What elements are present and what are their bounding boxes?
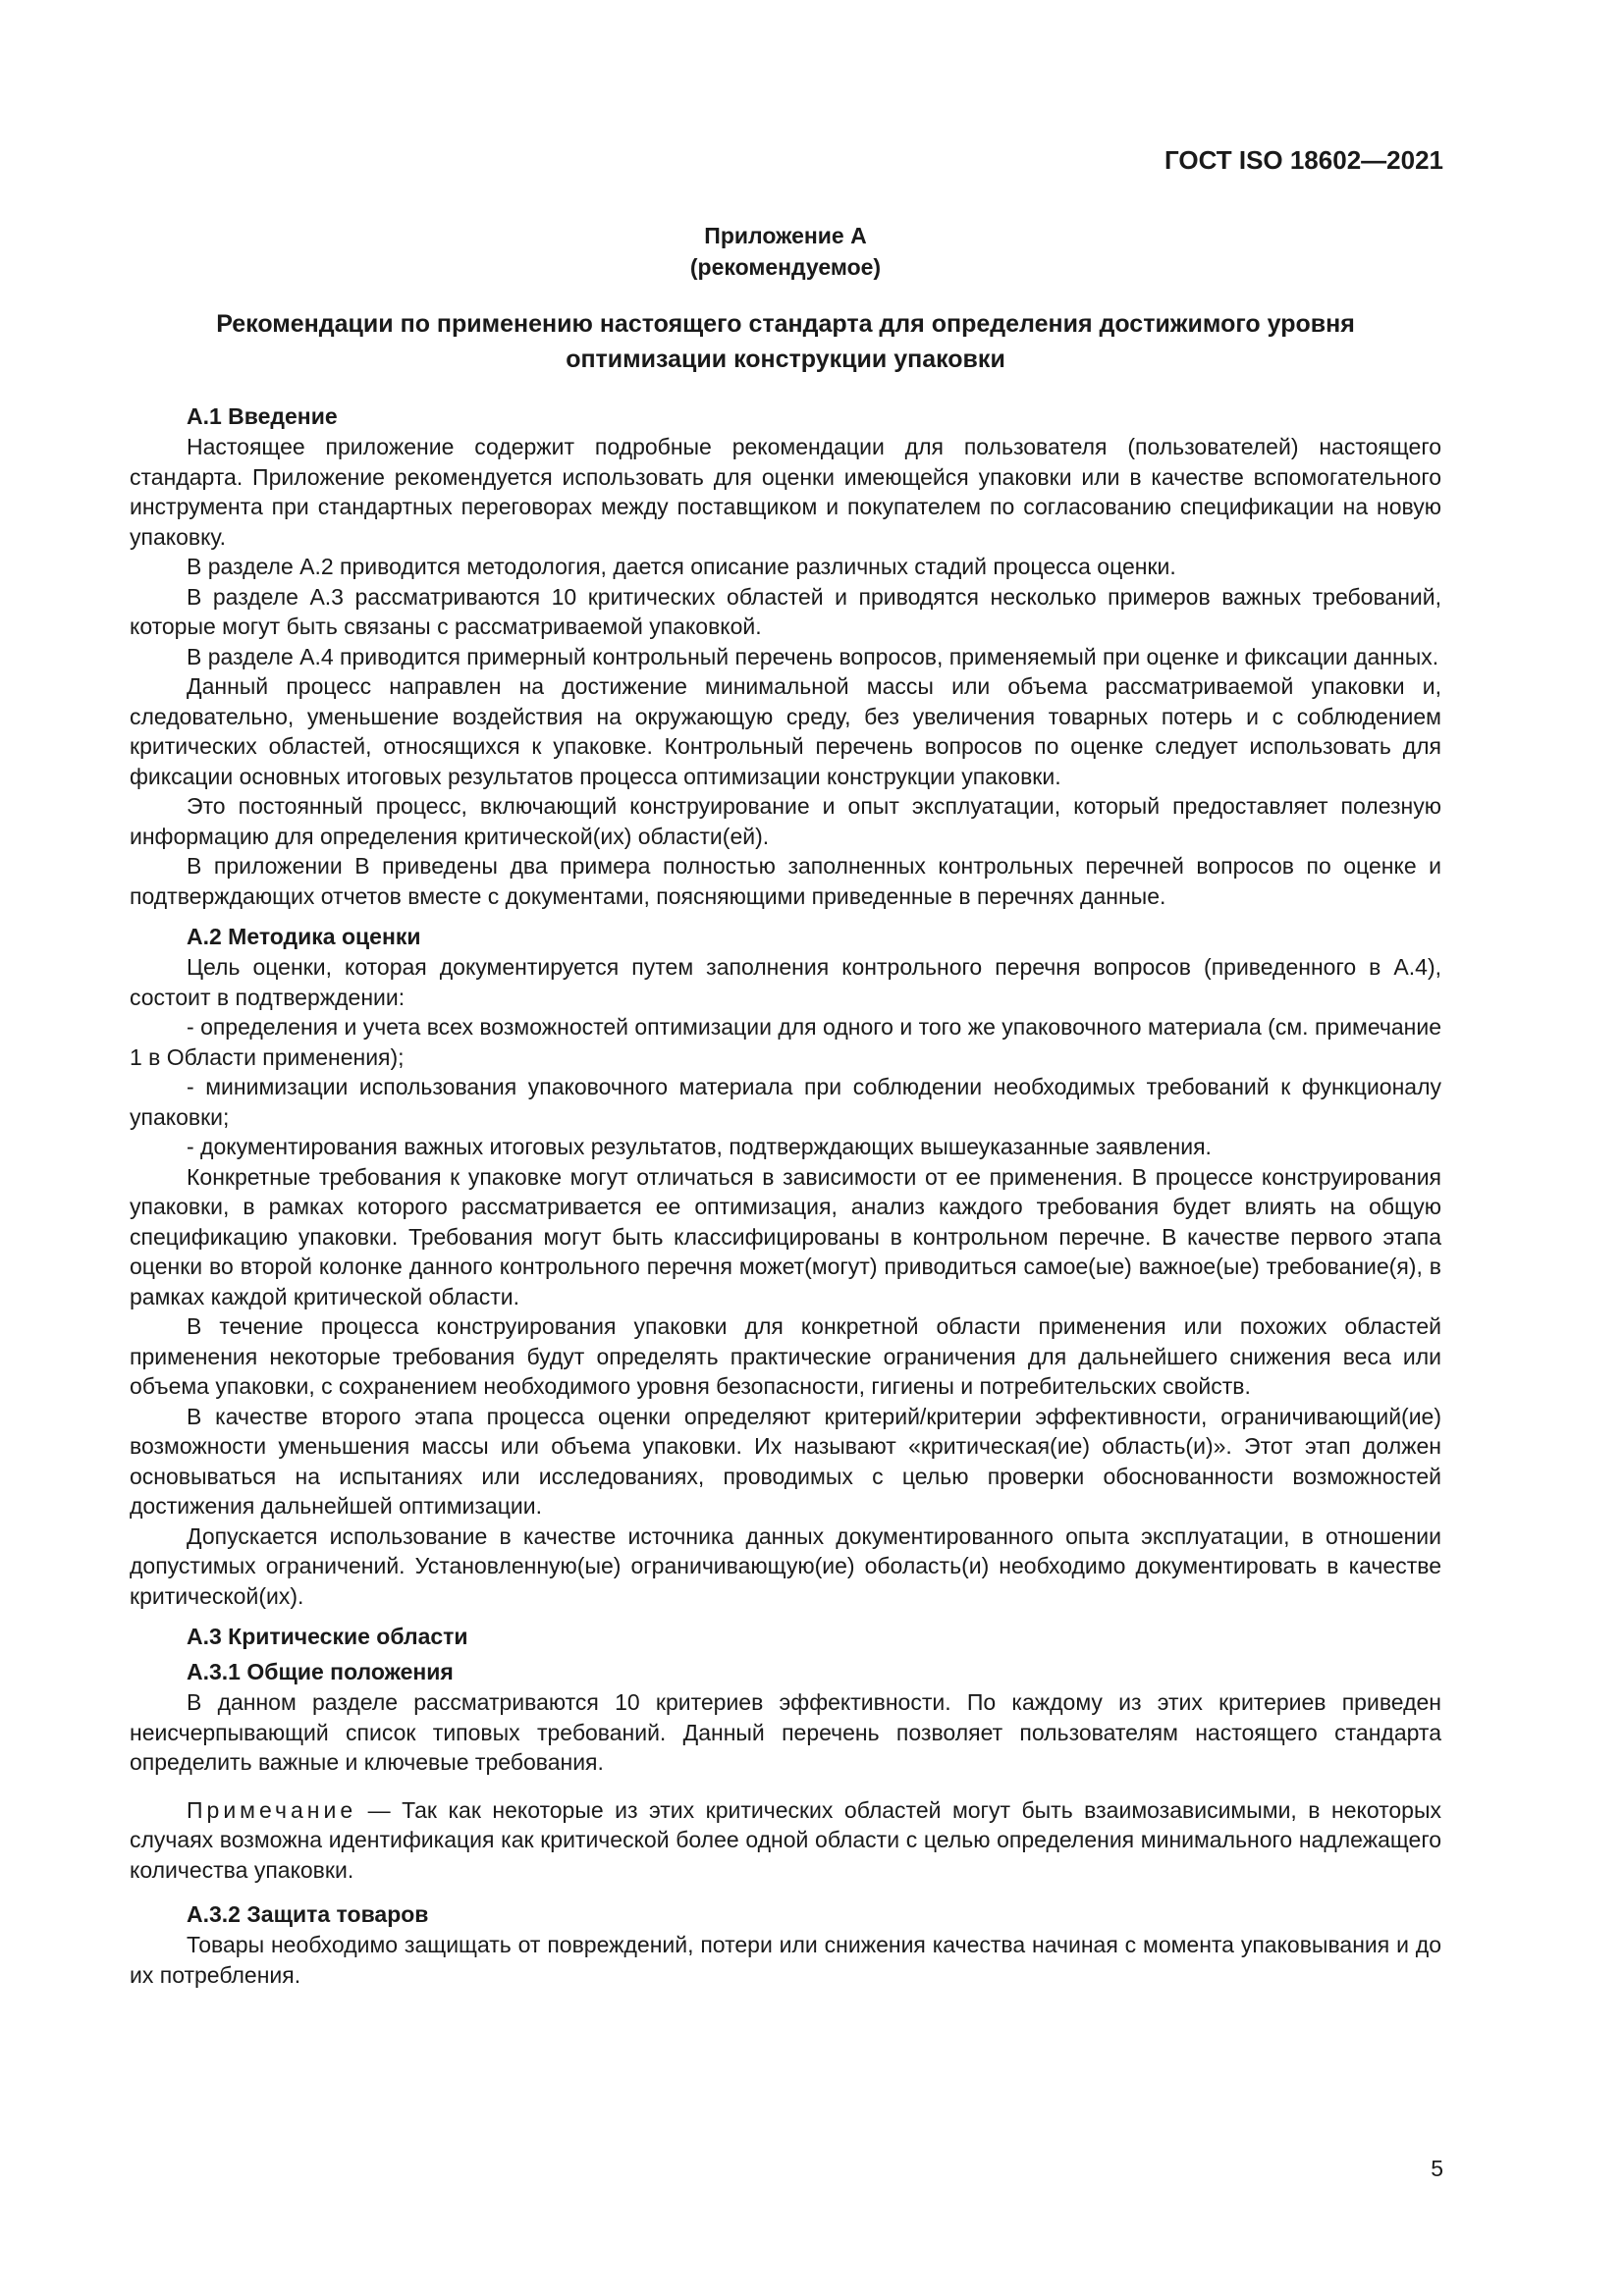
- annex-title-line-1: Рекомендации по применению настоящего стандарта для определения достижимого уровня: [216, 310, 1355, 338]
- section-a2-heading: А.2 Методика оценки: [187, 924, 421, 949]
- paragraph: В течение процесса конструирования упаковки для конкретной области применения или похожих областей применения некоторые требования будут определять практические ограничения для дальнейшего снижения веса или объема упаковки, с сохранением необходимого уровня безопасности, гигиены и потребительских свойств.: [130, 1313, 1441, 1399]
- paragraph: В качестве второго этапа процесса оценки определяют критерий/критерии эффективности, ограничивающий(ие) возможности уменьшения массы или объема упаковки. Их называют «критическая(ие) область(и)». Этот этап должен основываться на испытаниях или исследованиях, проводимых с целью проверки обоснованности возможностей достижения дальнейшей оптимизации.: [130, 1403, 1441, 1519]
- paragraph: В разделе А.4 приводится примерный контрольный перечень вопросов, применяемый при оценке и фиксации данных.: [187, 643, 1439, 669]
- page-number: 5: [1431, 2156, 1443, 2181]
- paragraph: Конкретные требования к упаковке могут отличаться в зависимости от ее применения. В процессе конструирования упаковки, в рамках которого рассматривается ее оптимизация, анализ каждого требования будет влиять на общую спецификацию упаковки. Требования могут быть классифицированы в контрольном перечне. В качестве первого этапа оценки во второй колонке данного контрольного перечня может(могут) приводиться самое(ые) важное(ые) требование(я), в рамках каждой критической области.: [130, 1163, 1441, 1309]
- section-a1-heading: А.1 Введение: [187, 403, 338, 429]
- annex-label: Приложение А: [704, 223, 867, 248]
- paragraph: Цель оценки, которая документируется путем заполнения контрольного перечня вопросов (приведенного в А.4), состоит в подтверждении:: [130, 954, 1441, 1010]
- list-item: - минимизации использования упаковочного материала при соблюдении необходимых требований к функционалу упаковки;: [130, 1074, 1441, 1130]
- paragraph: Товары необходимо защищать от повреждений, потери или снижения качества начиная с момента упаковывания и до их потребления.: [130, 1932, 1441, 1988]
- paragraph: Настоящее приложение содержит подробные рекомендации для пользователя (пользователей) настоящего стандарта. Приложение рекомендуется использовать для оценки имеющейся упаковки или в качестве вспомогательного инструмента при стандартных переговорах между поставщиком и покупателем по согласованию спецификации на новую упаковку.: [130, 434, 1441, 550]
- paragraph: В разделе А.2 приводится методология, дается описание различных стадий процесса оценки.: [187, 554, 1176, 579]
- note-label: Примечание: [187, 1796, 357, 1823]
- paragraph: В данном разделе рассматриваются 10 критериев эффективности. По каждому из этих критериев приведен неисчерпывающий список типовых требований. Данный перечень позволяет пользователям настоящего стандарта определить важные и ключевые требования.: [130, 1689, 1441, 1775]
- list-item: - определения и учета всех возможностей оптимизации для одного и того же упаковочного материала (см. примечание 1 в Области применения);: [130, 1014, 1441, 1070]
- paragraph: В приложении В приведены два примера полностью заполненных контрольных перечней вопросов по оценке и подтверждающих отчетов вместе с документами, поясняющими приведенные в перечнях данные.: [130, 853, 1441, 909]
- annex-status: (рекомендуемое): [689, 254, 882, 280]
- section-a31-heading: А.3.1 Общие положения: [187, 1659, 454, 1684]
- document-id: ГОСТ ISO 18602—2021: [1164, 145, 1443, 175]
- note: [130, 1795, 1441, 1886]
- section-a32-heading: А.3.2 Защита товаров: [187, 1901, 429, 1927]
- note-text: — Так как некоторые из этих критических областей могут быть взаимозависимыми, в некоторых случаях возможна идентификация как критической более одной области с целью определения минимального надлежащего количества упаковки.: [130, 1796, 1441, 1883]
- annex-title: [130, 306, 1441, 377]
- paragraph: В разделе А.3 рассматриваются 10 критических областей и приводятся несколько примеров важных требований, которые могут быть связаны с рассматриваемой упаковкой.: [130, 583, 1441, 639]
- page-content: [130, 220, 1441, 1990]
- list-item: - документирования важных итоговых результатов, подтверждающих вышеуказанные заявления.: [187, 1134, 1212, 1159]
- section-a3-heading: А.3 Критические области: [187, 1624, 468, 1649]
- paragraph: Допускается использование в качестве источника данных документированного опыта эксплуатации, в отношении допустимых ограничений. Установленную(ые) ограничивающую(ие) оболасть(и) необходимо документировать в качестве критической(их).: [130, 1522, 1441, 1609]
- annex-title-line-2: оптимизации конструкции упаковки: [566, 346, 1005, 373]
- paragraph: Данный процесс направлен на достижение минимальной массы или объема рассматриваемой упаковки и, следовательно, уменьшение воздействия на окружающую среду, без увеличения товарных потерь и с соблюдением критических областей, относящихся к упаковке. Контрольный перечень вопросов по оценке следует использовать для фиксации основных итоговых результатов процесса оптимизации конструкции упаковки.: [130, 673, 1441, 789]
- paragraph: Это постоянный процесс, включающий конструирование и опыт эксплуатации, который предоставляет полезную информацию для определения критической(их) области(ей).: [130, 793, 1441, 849]
